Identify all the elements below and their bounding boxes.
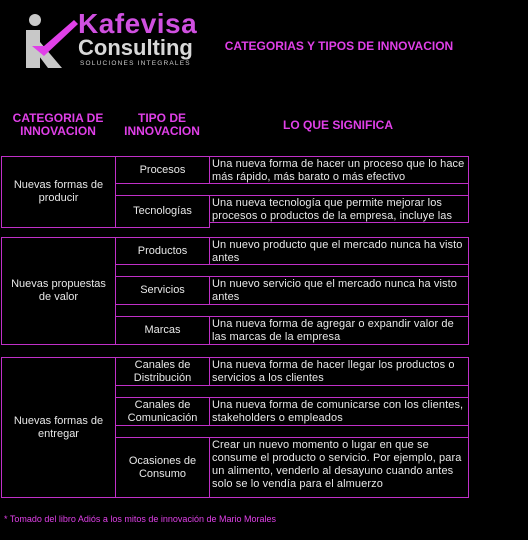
page-title: CATEGORIAS Y TIPOS DE INNOVACION bbox=[224, 39, 454, 53]
header-category: CATEGORIA DE INNOVACION bbox=[12, 111, 104, 138]
meaning-cell: Una nueva forma de hacer un proceso que lo hace más rápido, más barato o más efectivo bbox=[209, 156, 469, 184]
type-cell: Canales de Comunicación bbox=[115, 397, 210, 426]
meaning-cell: Crear un nuevo momento o lugar en que se consume el producto o servicio. Por ejemplo, para un alimento, venderlo al desayuno cuando antes solo se lo vendía para el almuerzo bbox=[209, 437, 469, 498]
meaning-cell: Un nuevo producto que el mercado nunca ha visto antes bbox=[209, 237, 469, 265]
type-cell: Tecnologías bbox=[115, 195, 210, 228]
type-cell: Servicios bbox=[115, 276, 210, 305]
logo-brand-line1: Kafevisa bbox=[78, 8, 198, 39]
type-cell: Procesos bbox=[115, 156, 210, 184]
meaning-cell: Una nueva forma de comunicarse con los clientes, stakeholders o empleados bbox=[209, 397, 469, 426]
logo-tagline: SOLUCIONES INTEGRALES bbox=[80, 60, 191, 67]
meaning-cell: Un nuevo servicio que el mercado nunca ha visto antes bbox=[209, 276, 469, 305]
category-cell: Nuevas formas de producir bbox=[1, 156, 116, 228]
type-cell: Ocasiones de Consumo bbox=[115, 437, 210, 498]
footnote: * Tomado del libro Adiós a los mitos de innovación de Mario Morales bbox=[4, 514, 276, 524]
category-cell: Nuevas formas de entregar bbox=[1, 357, 116, 498]
meaning-cell: Una nueva forma de hacer llegar los productos o servicios a los clientes bbox=[209, 357, 469, 386]
header-meaning: LO QUE SIGNIFICA bbox=[282, 118, 393, 132]
logo-mark-icon bbox=[22, 12, 78, 68]
type-cell: Productos bbox=[115, 237, 210, 265]
header-type: TIPO DE INNOVACION bbox=[124, 111, 200, 138]
logo-brand-line2: Consulting bbox=[78, 35, 193, 60]
meaning-cell: Una nueva forma de agregar o expandir valor de las marcas de la empresa bbox=[209, 316, 469, 345]
logo bbox=[22, 8, 198, 72]
meaning-cell: Una nueva tecnología que permite mejorar los procesos o productos de la empresa, incluye las bbox=[209, 195, 469, 223]
type-cell: Marcas bbox=[115, 316, 210, 345]
type-cell: Canales de Distribución bbox=[115, 357, 210, 386]
category-cell: Nuevas propuestas de valor bbox=[1, 237, 116, 345]
